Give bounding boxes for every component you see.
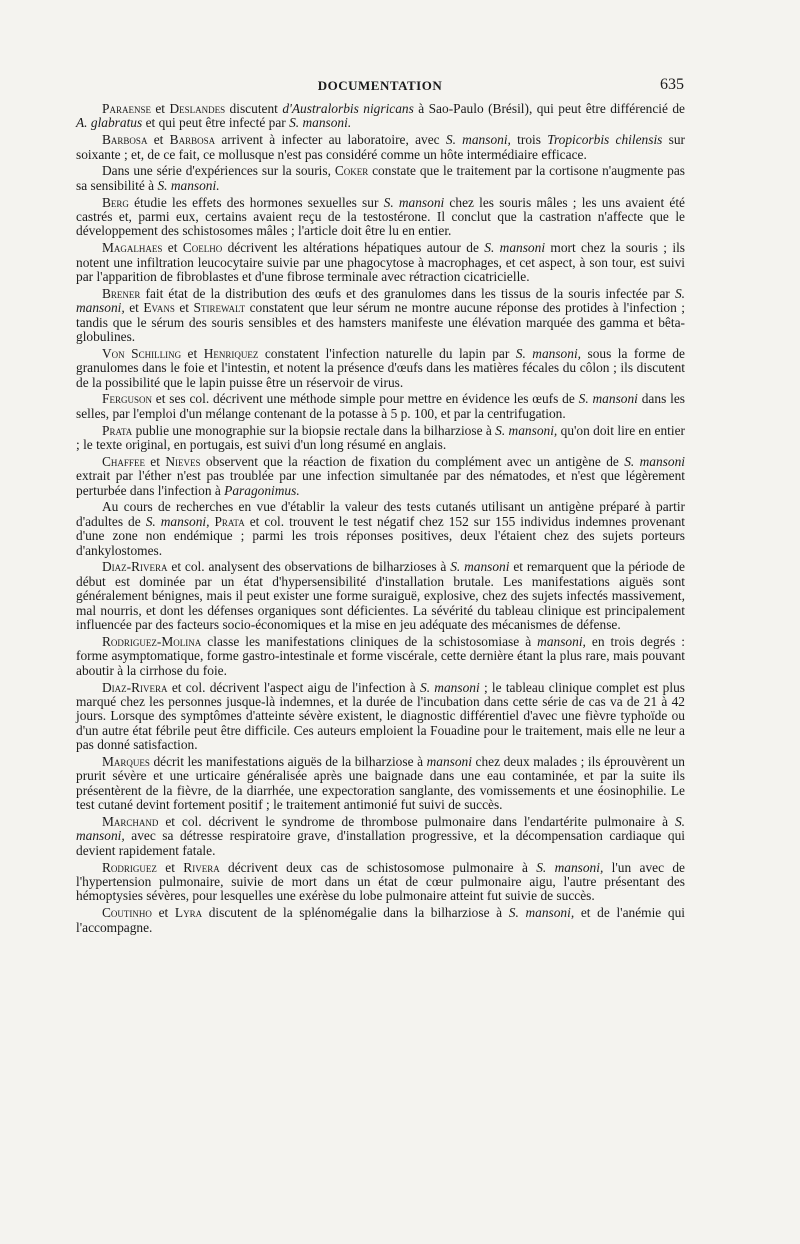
species-name: S. mansoni,: [495, 422, 558, 438]
text-run: et col. analysent des observations de bilharzioses à: [167, 559, 451, 575]
text-run: et col. trouvent le test négatif chez 152 sur 155 individus indemnes provenant d'une zone non endémique ; parmi les trois réponses positives, deux l'étaient chez des sujets porteurs d'ankylostomes.: [76, 513, 685, 558]
text-run: observent que la réaction de fixation du complément avec un antigène de: [200, 453, 625, 469]
text-run: l'un avec de l'hypertension pulmonaire, suivie de mort dans un état de cœur pulmonaire aigu, l'autre présentant des hémoptysies sévères, pour lesquelles une exérèse du lobe pulmonaire atteint fut suivie de succès.: [76, 859, 686, 904]
text-run: constatent que leur sérum ne montre aucune réponse des protides à l'infection ; tandis que le sérum des souris sensibles et des hamsters manifeste une élévation marquée des gamma et bêta-globulines.: [76, 300, 686, 345]
paragraph: [76, 133, 685, 162]
author-name: Brener: [102, 285, 141, 301]
species-name: S. mansoni.: [157, 177, 220, 193]
paragraph: [76, 861, 685, 904]
author-name: Barbosa: [102, 132, 148, 148]
text-run: mort chez la souris ; ils notent une infiltration leucocytaire suivie par une phagocytose à macrophages, et cet aspect, à son tour, est suivi par l'apparition de fibroblastes et d'une fibrose terminale avec rétraction cicatricielle.: [76, 240, 686, 285]
author-name: Coelho: [182, 240, 223, 256]
species-name: S. mansoni,: [536, 859, 604, 875]
author-name: Berg: [102, 194, 129, 210]
text-run: et remarquent que la période de début est dominée par un état d'hypersensibilité d'installation brutale. Les manifestations aiguës sont généralement bénignes, mais il peut exister une forme suraiguë, explosive, chez des sujets infectés massivement, mal nourris, et dont les défenses organiques sont déficientes. La sévérité du tableau clinique est principalement influencée par des facteurs socio-économiques et la mise en jeu adéquate des mécanismes de défense.: [76, 559, 685, 633]
text-run: et: [147, 132, 170, 148]
author-name: Marques: [102, 753, 150, 769]
text-run: en trois degrés : forme asymptomatique, forme gastro-intestinale et forme viscérale, cette dernière étant la plus rare, mais pouvant aboutir à la cirrhose du foie.: [76, 633, 685, 678]
paragraph: [76, 241, 685, 284]
species-name: S. mansoni,: [145, 513, 210, 529]
species-name: S. mansoni: [624, 453, 686, 469]
paragraph: [76, 102, 685, 131]
author-name: Chaffee: [102, 453, 145, 469]
paragraph: [76, 392, 685, 421]
species-name: S. mansoni.: [289, 115, 352, 131]
text-run: extrait par l'éther n'est pas troublée par une infection simultanée par des nématodes, et n'est que légèrement perturbée dans l'infection à: [76, 468, 685, 498]
text-run: Au cours de recherches en vue d'établir la valeur des tests cutanés utilisant un antigène préparé à partir d'adultes de: [76, 499, 685, 529]
running-title: DOCUMENTATION: [317, 78, 443, 93]
text-run: chez deux malades ; ils éprouvèrent un prurit sévère et une urticaire généralisée après une baignade dans une eau contaminée, et par la suite ils présentèrent de la fièvre, de la diarrhée, une expectoration sanglante, des vomissements et une éosinophilie. Le test cutané devint fortement positif ; le traitement antimonié fut suivi de succès.: [76, 753, 685, 813]
species-name: S. mansoni: [450, 559, 510, 575]
author-name: Rodriguez: [102, 859, 157, 875]
text-run: et: [174, 300, 194, 316]
author-name: Rivera: [183, 859, 220, 875]
paragraph: [76, 196, 685, 239]
text-run: sur soixante ; et, de ce fait, ce mollusque n'est pas considéré comme un hôte intermédiaire efficace.: [76, 132, 686, 162]
species-name: S. mansoni: [383, 194, 445, 210]
text-run: décrivent les altérations hépatiques autour de: [222, 240, 485, 256]
author-name: Ferguson: [102, 391, 152, 407]
author-name: Evans: [143, 300, 175, 316]
text-run: fait état de la distribution des œufs et des granulomes dans les tissus de la souris infectée par: [140, 285, 675, 301]
author-name: Coutinho: [102, 905, 152, 921]
species-name: mansoni: [426, 753, 472, 769]
text-run: dans les selles, par l'emploi d'un mélange contenant de la potasse à 5 p. 100, et par la centrifugation.: [76, 391, 685, 421]
species-name: S. mansoni,: [445, 132, 511, 148]
text-run: étudie les effets des hormones sexuelles sur: [128, 194, 384, 210]
text-run: et: [151, 905, 175, 921]
author-name: Prata: [102, 422, 133, 438]
body-text: [76, 102, 685, 937]
author-name: Stirewalt: [193, 300, 246, 316]
author-name: Nieves: [165, 453, 201, 469]
text-run: arrivent à infecter au laboratoire, avec: [215, 132, 446, 148]
text-run: et: [144, 453, 166, 469]
text-run: à Sao-Paulo (Brésil), qui peut être différencié de: [413, 101, 685, 116]
author-name: Rodriguez-Molina: [102, 633, 202, 649]
running-head: [76, 78, 684, 98]
text-run: avec sa détresse respiratoire grave, d'installation progressive, et la décompensation cardiaque qui devient rapidement fatale.: [76, 828, 685, 858]
text-run: et: [156, 859, 184, 875]
text-run: Dans une série d'expériences sur la souris,: [102, 163, 335, 179]
paragraph: [76, 635, 685, 678]
paragraph: [76, 455, 685, 498]
text-run: et ses col. décrivent une méthode simple pour mettre en évidence les œufs de: [151, 391, 579, 407]
author-name: Henriquez: [203, 345, 259, 361]
page-number: 635: [660, 76, 684, 93]
author-name: Coker: [334, 163, 369, 179]
text-run: et col. décrivent l'aspect aigu de l'infection à: [167, 679, 420, 695]
text-run: classe les manifestations cliniques de la schistosomiase à: [201, 633, 538, 649]
species-name: S. mansoni,: [76, 813, 685, 844]
paragraph: [76, 755, 685, 813]
author-name: Magalhaes: [102, 240, 163, 256]
paragraph: [76, 287, 685, 345]
species-name: S. mansoni: [420, 679, 480, 695]
text-run: constate que le traitement par la cortisone n'augmente pas sa sensibilité à: [76, 163, 685, 193]
author-name: Prata: [214, 513, 245, 529]
species-name: A. glabratus: [76, 115, 143, 131]
species-name: S. mansoni,: [508, 905, 575, 921]
text-run: et: [181, 345, 204, 361]
paragraph: [76, 164, 685, 193]
text-run: ; le tableau clinique complet est plus marqué chez les personnes jusque-là indemnes, et la durée de l'incubation dans cette série de cas va de 21 à 42 jours. Lorsque des symptômes d'atteinte sévère existent, le diagnostic différentiel d'avec une fièvre typhoïde ou d'un autre état fébrile peut être difficile. Ces auteurs emploient la Fouadine pour le traitement, mais elle ne leur a pas donné satisfaction.: [76, 679, 685, 753]
text-run: et: [124, 300, 144, 316]
species-name: S. mansoni,: [515, 345, 582, 361]
text-run: discutent de la splénomégalie dans la bilharziose à: [202, 905, 509, 921]
paragraph: [76, 560, 685, 632]
author-name: Lyra: [174, 905, 203, 921]
paragraph: [76, 424, 685, 453]
text-run: et: [150, 101, 170, 116]
paragraph: [76, 347, 685, 390]
author-name: Barbosa: [169, 132, 216, 148]
species-name: S. mansoni,: [76, 285, 685, 316]
author-name: Von Schilling: [102, 345, 182, 361]
text-run: constatent l'infection naturelle du lapin par: [258, 345, 516, 361]
species-name: Paragonimus.: [224, 482, 300, 498]
author-name: Marchand: [102, 813, 159, 829]
author-name: Diaz-Rivera: [102, 679, 168, 695]
paragraph: [76, 906, 685, 935]
text-run: et col. décrivent le syndrome de thrombose pulmonaire dans l'endartérite pulmonaire à: [158, 813, 675, 829]
author-name: Deslandes: [169, 101, 226, 116]
text-run: publie une monographie sur la biopsie rectale dans la bilharziose à: [132, 422, 496, 438]
species-name: mansoni,: [537, 633, 586, 649]
text-run: et de l'anémie qui l'accompagne.: [76, 905, 685, 935]
text-run: sous la forme de granulomes dans le foie et l'intestin, et notent la présence d'œufs dans les matières fécales du côlon ; ils discutent de la possibilité que le lapin puisse être un réservoir de virus.: [76, 345, 685, 390]
paragraph: [76, 681, 685, 753]
text-run: et qui peut être infecté par: [142, 115, 290, 131]
species-name: Tropicorbis chilensis: [547, 132, 663, 148]
text-run: trois: [510, 132, 548, 148]
text-run: chez les souris mâles ; les uns avaient été castrés et, parmi eux, certains avaient reçu de la testostérone. Il conclut que la castration n'affecte que le développement des schistosomes mâles ; l'article doit être lu en entier.: [76, 194, 686, 239]
author-name: Diaz-Rivera: [102, 559, 168, 575]
text-run: qu'on doit lire en entier ; le texte original, en portugais, est suivi d'un long résumé en anglais.: [76, 422, 686, 453]
text-run: décrivent deux cas de schistosomose pulmonaire à: [219, 859, 537, 875]
text-run: décrit les manifestations aiguës de la bilharziose à: [149, 753, 427, 769]
paragraph: [76, 815, 685, 858]
author-name: Paraense: [102, 101, 151, 116]
species-name: S. mansoni: [484, 240, 546, 256]
text-run: discutent: [225, 101, 283, 116]
text-run: et: [162, 240, 183, 256]
species-name: d'Australorbis nigricans: [282, 101, 414, 116]
paragraph: [76, 500, 685, 558]
species-name: S. mansoni: [578, 391, 638, 407]
